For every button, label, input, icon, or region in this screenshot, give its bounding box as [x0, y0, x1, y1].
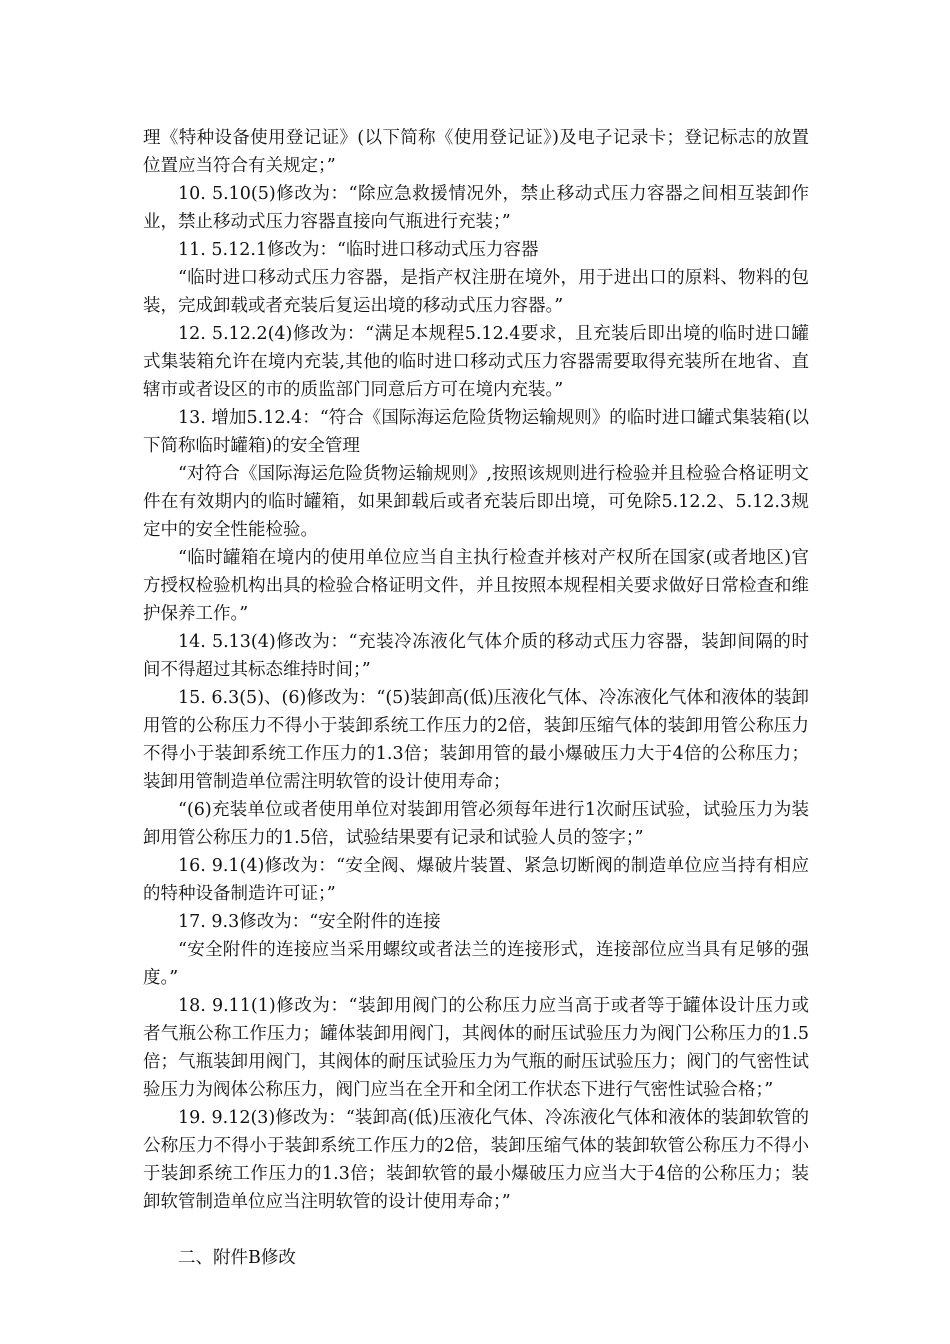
paragraph-item-13-detail-2: “临时罐箱在境内的使用单位应当自主执行检查并核对产权所在国家(或者地区)官方授权检验机构出具的检验合格证明文件，并且按照本规程相关要求做好日常检查和维护保养工作。”: [143, 548, 809, 624]
paragraph-continuation: 理《特种设备使用登记证》(以下简称《使用登记证》)及电子记录卡；登记标志的放置位置应当符合有关规定；”: [143, 128, 809, 176]
paragraph-item-18: 18. 9.11(1)修改为：“装卸用阀门的公称压力应当高于或者等于罐体设计压力或者气瓶公称工作压力；罐体装卸用阀门，其阀体的耐压试验压力为阀门公称压力的1.5倍；气瓶装卸用阀门，其阀体的耐压试验压力为气瓶的耐压试验压力；阀门的气密性试验压力为阀体公称压力，阀门应当在全开和全闭工作状态下进行气密性试验合格；”: [143, 996, 809, 1100]
paragraph-item-14: 14. 5.13(4)修改为：“充装冷冻液化气体介质的移动式压力容器，装卸间隔的时间不得超过其标态维持时间；”: [143, 632, 809, 680]
document-body: [143, 124, 809, 1272]
paragraph-item-15: 15. 6.3(5)、(6)修改为：“(5)装卸高(低)压液化气体、冷冻液化气体和液体的装卸用管的公称压力不得小于装卸系统工作压力的2倍，装卸压缩气体的装卸用管公称压力不得小于装卸系统工作压力的1.3倍；装卸用管的最小爆破压力大于4倍的公称压力；装卸用管制造单位需注明软管的设计使用寿命；: [143, 688, 809, 792]
section-heading: 二、附件B修改: [178, 1248, 296, 1268]
paragraph-item-19: 19. 9.12(3)修改为：“装卸高(低)压液化气体、冷冻液化气体和液体的装卸软管的公称压力不得小于装卸系统工作压力的2倍，装卸压缩气体的装卸软管公称压力不得小于装卸系统工作压力的1.3倍；装卸软管的最小爆破压力应当大于4倍的公称压力；装卸软管制造单位应当注明软管的设计使用寿命；”: [143, 1108, 809, 1212]
paragraph-item-17: 17. 9.3修改为：“安全附件的连接: [178, 912, 441, 932]
paragraph-item-12: 12. 5.12.2(4)修改为：“满足本规程5.12.4要求，且充装后即出境的临时进口罐式集装箱允许在境内充装,其他的临时进口移动式压力容器需要取得充装所在地省、直辖市或者设区的市的质监部门同意后方可在境内充装。”: [143, 324, 809, 400]
paragraph-item-13: 13. 增加5.12.4：“符合《国际海运危险货物运输规则》的临时进口罐式集装箱(以下简称临时罐箱)的安全管理: [143, 408, 809, 456]
paragraph-item-15-detail: “(6)充装单位或者使用单位对装卸用管必须每年进行1次耐压试验，试验压力为装卸用管公称压力的1.5倍，试验结果要有记录和试验人员的签字；”: [143, 800, 809, 848]
paragraph-item-13-detail-1: “对符合《国际海运危险货物运输规则》,按照该规则进行检验并且检验合格证明文件在有效期内的临时罐箱，如果卸载后或者充装后即出境，可免除5.12.2、5.12.3规定中的安全性能检验。: [143, 464, 809, 540]
paragraph-item-16: 16. 9.1(4)修改为：“安全阀、爆破片装置、紧急切断阀的制造单位应当持有相应的特种设备制造许可证；”: [143, 856, 809, 904]
paragraph-item-17-detail: “安全附件的连接应当采用螺纹或者法兰的连接形式，连接部位应当具有足够的强度。”: [143, 940, 809, 988]
paragraph-item-10: 10. 5.10(5)修改为：“除应急救援情况外，禁止移动式压力容器之间相互装卸作业，禁止移动式压力容器直接向气瓶进行充装；”: [143, 184, 809, 232]
paragraph-item-11: 11. 5.12.1修改为：“临时进口移动式压力容器: [178, 240, 539, 260]
paragraph-item-11-detail: “临时进口移动式压力容器，是指产权注册在境外，用于进出口的原料、物料的包装，完成卸载或者充装后复运出境的移动式压力容器。”: [143, 268, 809, 316]
